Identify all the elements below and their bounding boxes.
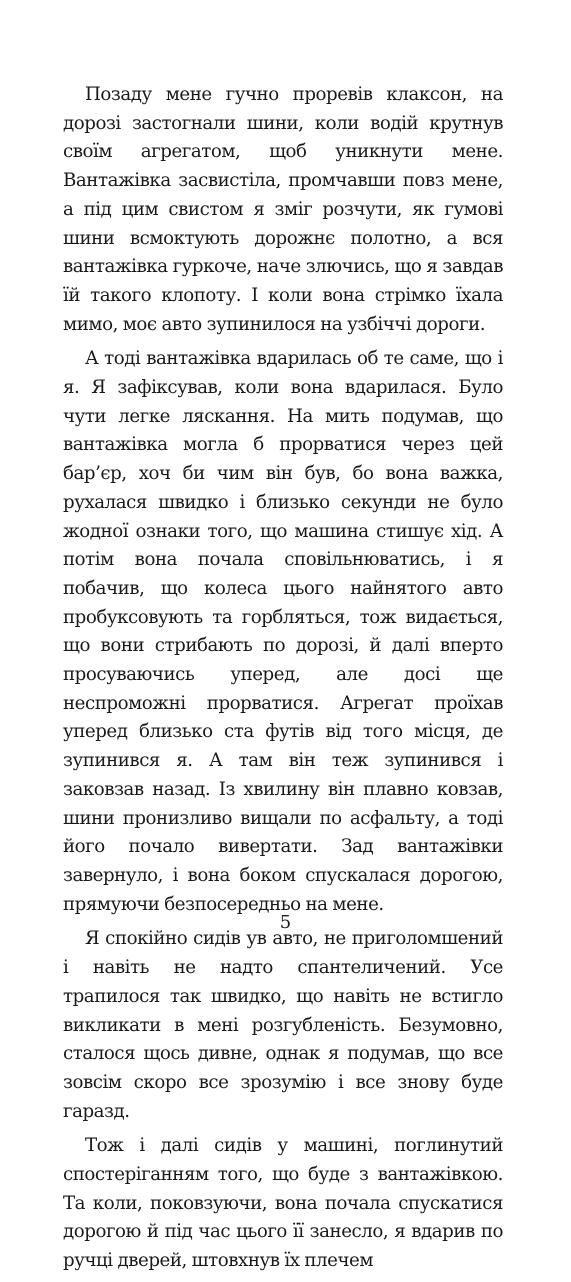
paragraph-1: Позаду мене гучно проревів клаксон, на дорозі застогнали шини, коли водій крутнув своїм агрегатом, щоб уникнути мене. Вантажівка засвистіла, промчавши повз мене, а під цим свистом я зміг розчути, як гумові шини всмоктують дорожнє полотно, а вся вантажівка гуркоче, наче злючись, що я завдав їй такого клопоту. І коли вона стрімко їхала мимо, моє авто зупинилося на узбіччі дороги. [63, 84, 503, 335]
body-text [63, 81, 503, 1282]
paragraph-3: Я спокійно сидів ув авто, не приголомшений і навіть не надто спантеличений. Усе трапилося так швидко, що навіть не встигло викликати в мені розгубленість. Безумовно, сталося щось дивне, однак я подумав, що все зовсім скоро все зрозумію і все знову буде гаразд. [63, 928, 503, 1122]
paragraph-2: А тоді вантажівка вдарилась об те саме, що і я. Я зафіксував, коли вона вдарилася. Було чути легке ляскання. На мить подумав, що вантажівка могла б прорватися через цей бар’єр, хоч би чим він був, бо вона важка, рухалася швидко і близько секунди не було жодної ознаки того, що машина стишує хід. А потім вона почала сповільнюватись, і я побачив, що колеса цього найнятого авто пробуксовують та горбляться, тож видається, що вони стрибають по дорозі, й далі вперто просуваючись уперед, але досі ще неспроможні прорватися. Агрегат проїхав уперед близько ста футів від того місця, де зупинився я. А там він теж зупинився і заковзав назад. Із хвилину він плавно ковзав, шини пронизливо вищали по асфальту, а тоді його почало вивертати. Зад вантажівки завернуло, і вона боком спускалася дорогою, прямуючи безпосередньо на мене. [63, 348, 503, 915]
paragraph-4: Тож і далі сидів у машині, поглинутий спостеріганням того, що буде з вантажівкою. Та коли, поковзуючи, вона почала спускатися дорогою й під час цього її занесло, я вдарив по ручці дверей, штовхнув їх плечем [63, 1135, 503, 1272]
page-number: 5 [279, 912, 292, 933]
